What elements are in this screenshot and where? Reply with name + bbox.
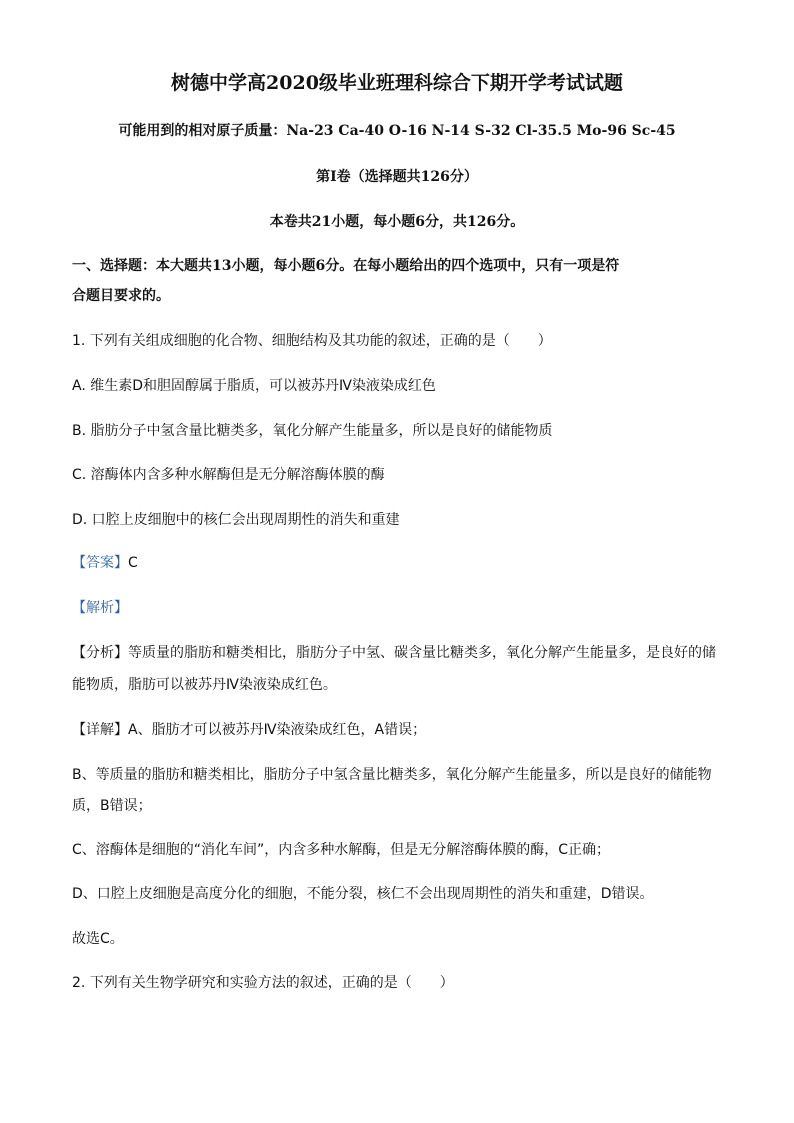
answer-label: 【答案】 [72,555,128,571]
answer-line [72,553,722,573]
xiangjie-line-b2: 质，B错误； [72,798,152,814]
xiangjie-label: 【详解】 [72,722,128,738]
section-heading-line2: 合题目要求的。 [72,288,170,304]
question-1-option-d: D. 口腔上皮细胞中的核仁会出现周期性的消失和重建 [72,512,400,528]
question-1-option-b: B. 脂肪分子中氢含量比糖类多，氧化分解产生能量多，所以是良好的储能物质 [72,423,553,439]
fenxi-label: 【分析】 [72,645,128,661]
section-heading-line1: 一、选择题：本大题共13小题，每小题6分。在每小题给出的四个选项中，只有一项是符 [72,258,620,274]
question-2-stem: 2. 下列有关生物学研究和实验方法的叙述，正确的是（ ） [72,975,454,991]
analysis-label: 【解析】 [72,600,128,616]
atomic-masses-line: 可能用到的相对原子质量：Na-23 Ca-40 O-16 N-14 S-32 Cl-35.5 Mo-96 Sc-45 [118,123,676,139]
fenxi-line1 [72,643,722,663]
question-1-option-c: C. 溶酶体内含多种水解酶但是无分解溶酶体膜的酶 [72,467,385,483]
xiangjie-line-d: D、口腔上皮细胞是高度分化的细胞，不能分裂，核仁不会出现周期性的消失和重建，D错误。 [72,886,654,902]
question-1-stem: 1. 下列有关组成细胞的化合物、细胞结构及其功能的叙述，正确的是（ ） [72,333,552,349]
volume-intro: 本卷共21小题，每小题6分，共126分。 [269,214,525,230]
xiangjie-line-b1: B、等质量的脂肪和糖类相比，脂肪分子中氢含量比糖类多，氧化分解产生能量多，所以是良好的储能物 [72,767,712,783]
xiangjie-line-a [72,720,722,740]
volume-heading: 第Ⅰ卷（选择题共126分） [316,169,478,185]
answer-value: C [128,555,138,571]
xiangjie-a-text: A、脂肪才可以被苏丹Ⅳ染液染成红色，A错误； [128,722,427,738]
fenxi-text-2: 能物质，脂肪可以被苏丹Ⅳ染液染成红色。 [72,677,337,693]
question-1-option-a: A. 维生素D和胆固醇属于脂质，可以被苏丹Ⅳ染液染成红色 [72,378,436,394]
exam-title: 树德中学高2020级毕业班理科综合下期开学考试试题 [171,72,623,94]
fenxi-text-1: 等质量的脂肪和糖类相比，脂肪分子中氢、碳含量比糖类多，氧化分解产生能量多，是良好的储 [128,645,716,661]
xiangjie-line-c: C、溶酶体是细胞的“消化车间”，内含多种水解酶，但是无分解溶酶体膜的酶，C正确； [72,842,611,858]
conclusion-line: 故选C。 [72,931,124,947]
